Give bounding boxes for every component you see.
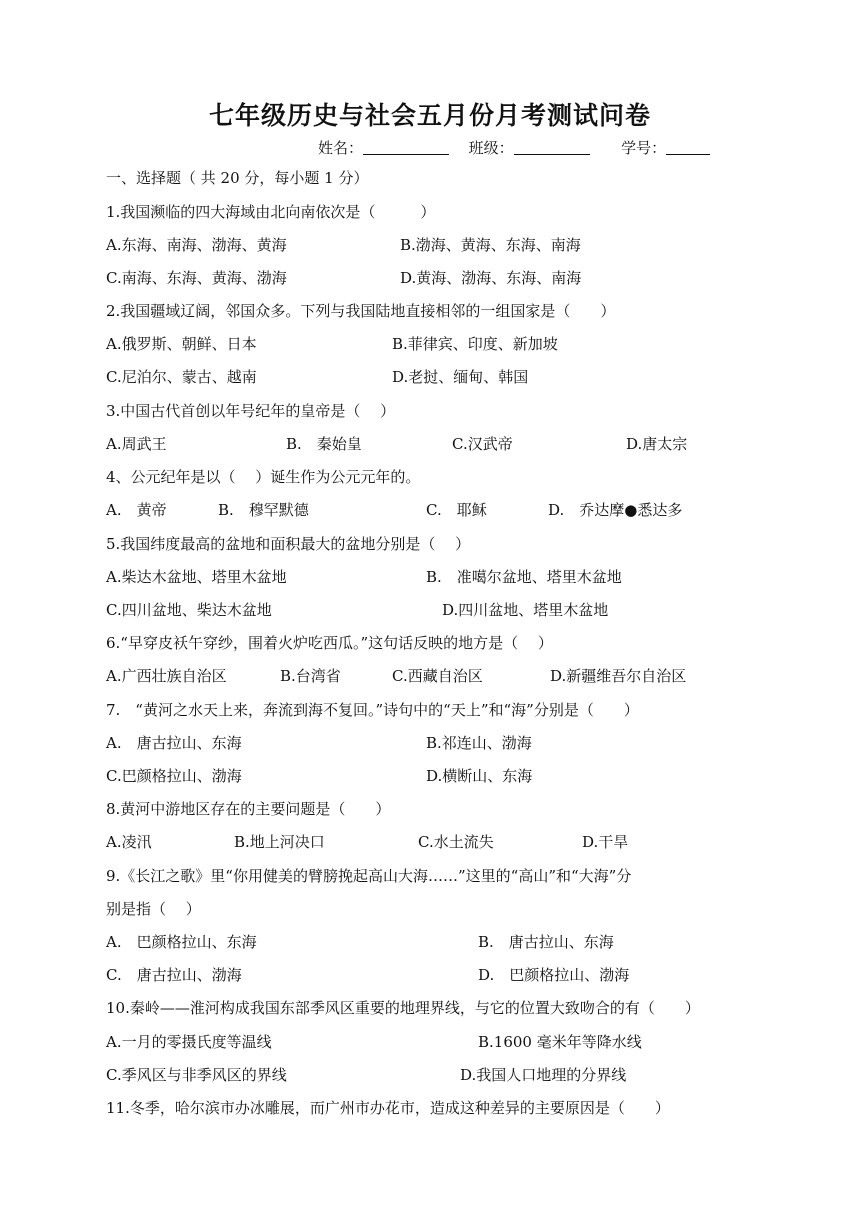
option-d: D.老挝、缅甸、韩国 <box>392 368 529 386</box>
name-blank[interactable] <box>363 140 449 155</box>
option-a: A.柴达木盆地、塔里木盆地 <box>106 568 287 586</box>
option-b: B. 唐古拉山、东海 <box>478 933 614 951</box>
option-d: D.横断山、东海 <box>426 767 533 785</box>
option-a: A.广西壮族自治区 <box>106 667 227 685</box>
option-b: B.台湾省 <box>280 667 341 685</box>
name-label: 姓名： <box>318 139 364 157</box>
option-b: B. 秦始皇 <box>286 435 362 453</box>
option-b: B.祁连山、渤海 <box>426 734 532 752</box>
option-c: C.四川盆地、柴达木盆地 <box>106 601 272 619</box>
option-c: C.西藏自治区 <box>392 667 483 685</box>
option-c: C.巴颜格拉山、渤海 <box>106 767 242 785</box>
option-d: D.干旱 <box>582 833 629 851</box>
question-stem: 11.冬季，哈尔滨市办冰雕展，而广州市办花市，造成这种差异的主要原因是（ ） <box>106 1099 670 1117</box>
option-b: B.菲律宾、印度、新加坡 <box>392 335 558 353</box>
option-a: A. 唐古拉山、东海 <box>106 734 242 752</box>
option-c: C.季风区与非季风区的界线 <box>106 1066 287 1084</box>
option-a: A.东海、南海、渤海、黄海 <box>106 236 287 254</box>
question-stem: 2.我国疆域辽阔，邻国众多。下列与我国陆地直接相邻的一组国家是（ ） <box>106 302 616 320</box>
section-heading: 一、选择题（ 共 20 分，每小题 1 分） <box>106 169 369 187</box>
question-stem: 8.黄河中游地区存在的主要问题是（ ） <box>106 800 391 818</box>
option-a: A. 巴颜格拉山、东海 <box>106 933 257 951</box>
page-title: 七年级历史与社会五月份月考测试问卷 <box>208 101 651 130</box>
option-c: C. 唐古拉山、渤海 <box>106 966 242 984</box>
question-stem: 7. “黄河之水天上来，奔流到海不复回。”诗句中的“天上”和“海”分别是（ ） <box>106 701 639 719</box>
option-b: B.渤海、黄海、东海、南海 <box>400 236 581 254</box>
question-stem: 4、公元纪年是以（ ）诞生作为公元元年的。 <box>106 468 421 486</box>
option-d: D.新疆维吾尔自治区 <box>550 667 687 685</box>
option-c: C.汉武帝 <box>452 435 513 453</box>
number-blank[interactable] <box>666 140 710 155</box>
option-a: A.俄罗斯、朝鲜、日本 <box>106 335 257 353</box>
option-c: C.尼泊尔、蒙古、越南 <box>106 368 257 386</box>
option-c: C.南海、东海、黄海、渤海 <box>106 269 287 287</box>
question-stem: 1.我国濒临的四大海域由北向南依次是（ ） <box>106 203 436 221</box>
option-b: B. 穆罕默德 <box>218 501 309 519</box>
option-b: B.1600 毫米年等降水线 <box>478 1033 642 1051</box>
number-label: 学号： <box>621 139 667 157</box>
option-b: B.地上河决口 <box>234 833 325 851</box>
option-d: D.四川盆地、塔里木盆地 <box>442 601 609 619</box>
option-c: C.水土流失 <box>418 833 494 851</box>
class-blank[interactable] <box>514 140 590 155</box>
option-a: A. 黄帝 <box>106 501 167 519</box>
option-d: D.唐太宗 <box>626 435 688 453</box>
class-label: 班级： <box>468 139 514 157</box>
option-a: A.一月的零摄氏度等温线 <box>106 1033 272 1051</box>
question-stem: 5.我国纬度最高的盆地和面积最大的盆地分别是（ ） <box>106 535 471 553</box>
question-stem: 6.“早穿皮袄午穿纱，围着火炉吃西瓜。”这句话反映的地方是（ ） <box>106 634 553 652</box>
option-b: B. 准噶尔盆地、塔里木盆地 <box>426 568 622 586</box>
option-c: C. 耶稣 <box>426 501 487 519</box>
student-info <box>318 137 710 158</box>
option-a: A.凌汛 <box>106 833 152 851</box>
option-d: D. 巴颜格拉山、渤海 <box>478 966 630 984</box>
question-stem: 3.中国古代首创以年号纪年的皇帝是（ ） <box>106 402 396 420</box>
question-stem: 10.秦岭——淮河构成我国东部季风区重要的地理界线，与它的位置大致吻合的有（ ） <box>106 999 700 1017</box>
option-a: A.周武王 <box>106 435 167 453</box>
option-d: D.我国人口地理的分界线 <box>460 1066 627 1084</box>
question-stem: 9.《长江之歌》里“你用健美的臂膀挽起高山大海……”这里的“高山”和“大海”分 <box>106 867 632 885</box>
question-stem-continued: 别是指（ ） <box>106 900 201 918</box>
option-d: D. 乔达摩●悉达多 <box>548 501 683 519</box>
option-d: D.黄海、渤海、东海、南海 <box>400 269 582 287</box>
